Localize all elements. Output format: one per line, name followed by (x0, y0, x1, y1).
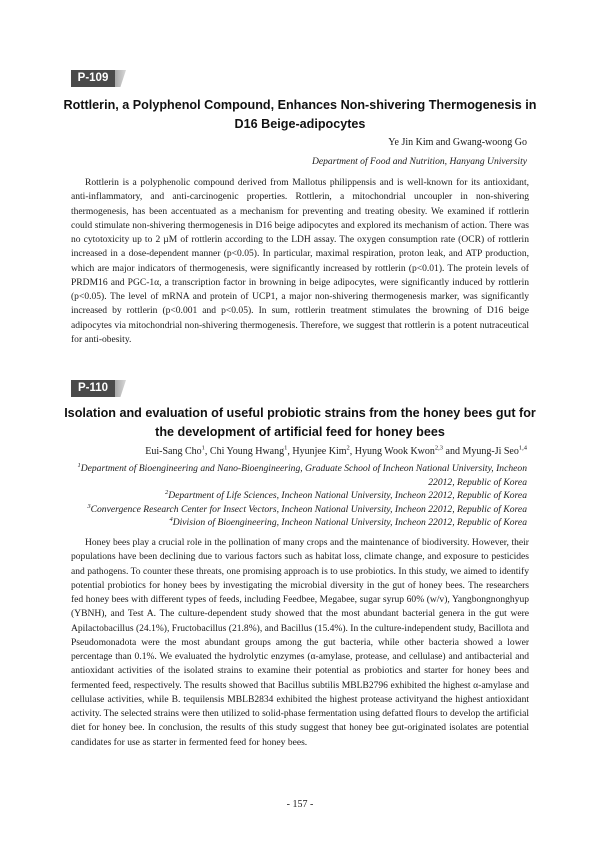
author-list: Eui-Sang Cho$^1$, Chi Young Hwang$^1$, Hyunjee Kim$^2$, Hyung Wook Kwon$^{2,3}$ and Myung-Ji Seo$^{1,4}$ (145, 444, 527, 457)
affiliation: $^4$Division of Bioengineering, Incheon National University, Incheon 22012, Republic of Korea (169, 515, 527, 528)
abstract-title: Rottlerin, a Polyphenol Compound, Enhances Non-shivering Thermogenesis in D16 Beige-adipocytes (63, 98, 537, 131)
author: Myung-Ji Seo (462, 446, 519, 457)
abstract-code: P-110 (71, 380, 115, 397)
author: Chi Young Hwang (209, 446, 285, 457)
author: Hyung Wook Kwon (354, 446, 435, 457)
abstract-body (71, 536, 529, 750)
affiliation: $^1$Department of Bioengineering and Nano-Bioengineering, Graduate School of Incheon National University, Incheon (77, 461, 527, 474)
abstract-body (71, 176, 529, 347)
author: Hyunjee Kim (292, 446, 347, 457)
abstract-paragraph: Honey bees play a crucial role in the pollination of many crops and the maintenance of biodiversity. However, their populations have been declining due to various factors such as habitat loss, climate change, and exposure to pesticides and pathogens. To counter these threats, one promising approach is to use probiotics. In this study, we aimed to identify potential probiotics for honey bees by investigating the microbial diversity in the gut of honey bees. The researchers fed honey bees with different types of feeds, including Feedbee, Megabee, sugar syrup 60% (w/v), Yangbongnonghyup (YBNH), and Test A. The culture-dependent study showed that the most abundant bacterial genera in the gut were Apilactobacillus (24.1%), Fructobacillus (21.8%), and Bacillus (15.4%). In the culture-independent study, Bacillota and Pseudomonadota were the most abundant groups among the gut bacteria, while other bacteria showed a lower percentage than 0.1%. We evaluated the hydrolytic enzymes (α-amylase, protease, and cellulase) and antibacterial and antioxidant activities of the isolated strains to examine their potential as probiotics and starter for honey bees and fermented feed, respectively. The results showed that Bacillus subtilis MBLB2796 exhibited the highest α-amylase and cellulase activities, while B. tequilensis MBLB2834 exhibited the highest protease activityand the highest antioxidant activity. The selected strains were then utilized to solid-phase fermentation using defatted flours to develop the artificial diet for honey bee. In conclusion, the results of this study suggest that honey bee gut-originated isolates are potential candidates for use as starter in fermented feed for honey bees. (71, 537, 529, 748)
affiliation: $^3$Convergence Research Center for Insect Vectors, Incheon National University, Incheon 22012, Republic of Korea (87, 502, 527, 515)
abstract-title: Isolation and evaluation of useful probiotic strains from the honey bees gut for the development of artificial feed for honey bees (64, 406, 536, 439)
affiliation-continued: 22012, Republic of Korea (428, 476, 527, 488)
affiliation: Department of Food and Nutrition, Hanyang University (311, 156, 527, 167)
abstract-paragraph: Rottlerin is a polyphenolic compound derived from Mallotus philippensis and is well-known for its antioxidant, anti-inflammatory, and anti-carcinogenic properties. Rottlerin, a mitochondrial uncoupler in non-shivering thermogenesis, has been accentuated as a mechanism for preventing and treating obesity. We examined if rottlerin could stimulate non-shivering thermogenesis in D16 beige adipocytes and explored its mechanism of action. There was no cytotoxicity up to 2 µM of rottlerin according to the LDH assay. The oxygen consumption rate (OCR) of rottlerin increased in a dose-dependent manner (p<0.05). In particular, maximal respiration, proton leak, and ATP production, which are major indicators of thermogenesis, were significantly increased by rottlerin (p<0.01). The protein levels of PRDM16 and PGC-1α, a transcription factor in browning in beige adipocytes, were significantly induced by rottlerin (p<0.05). The level of mRNA and protein of UCP1, a major non-shivering thermogenesis marker, was significantly increased by rottlerin (p<0.001 and p<0.05). In sum, rottlerin treatment stimulates the browning of D16 beige adipocytes via mitochondrial non-shivering thermogenesis. Therefore, we suggest that rottlerin is a potent nutraceutical for anti-obesity. (71, 177, 529, 345)
abstract-code: P-109 (71, 70, 115, 87)
page-number: - 157 - (286, 799, 314, 810)
author: Eui-Sang Cho (145, 446, 202, 457)
author-list: Ye Jin Kim and Gwang-woong Go (388, 137, 527, 148)
affiliation: $^2$Department of Life Sciences, Incheon National University, Incheon 22012, Republic of Korea (164, 488, 527, 501)
